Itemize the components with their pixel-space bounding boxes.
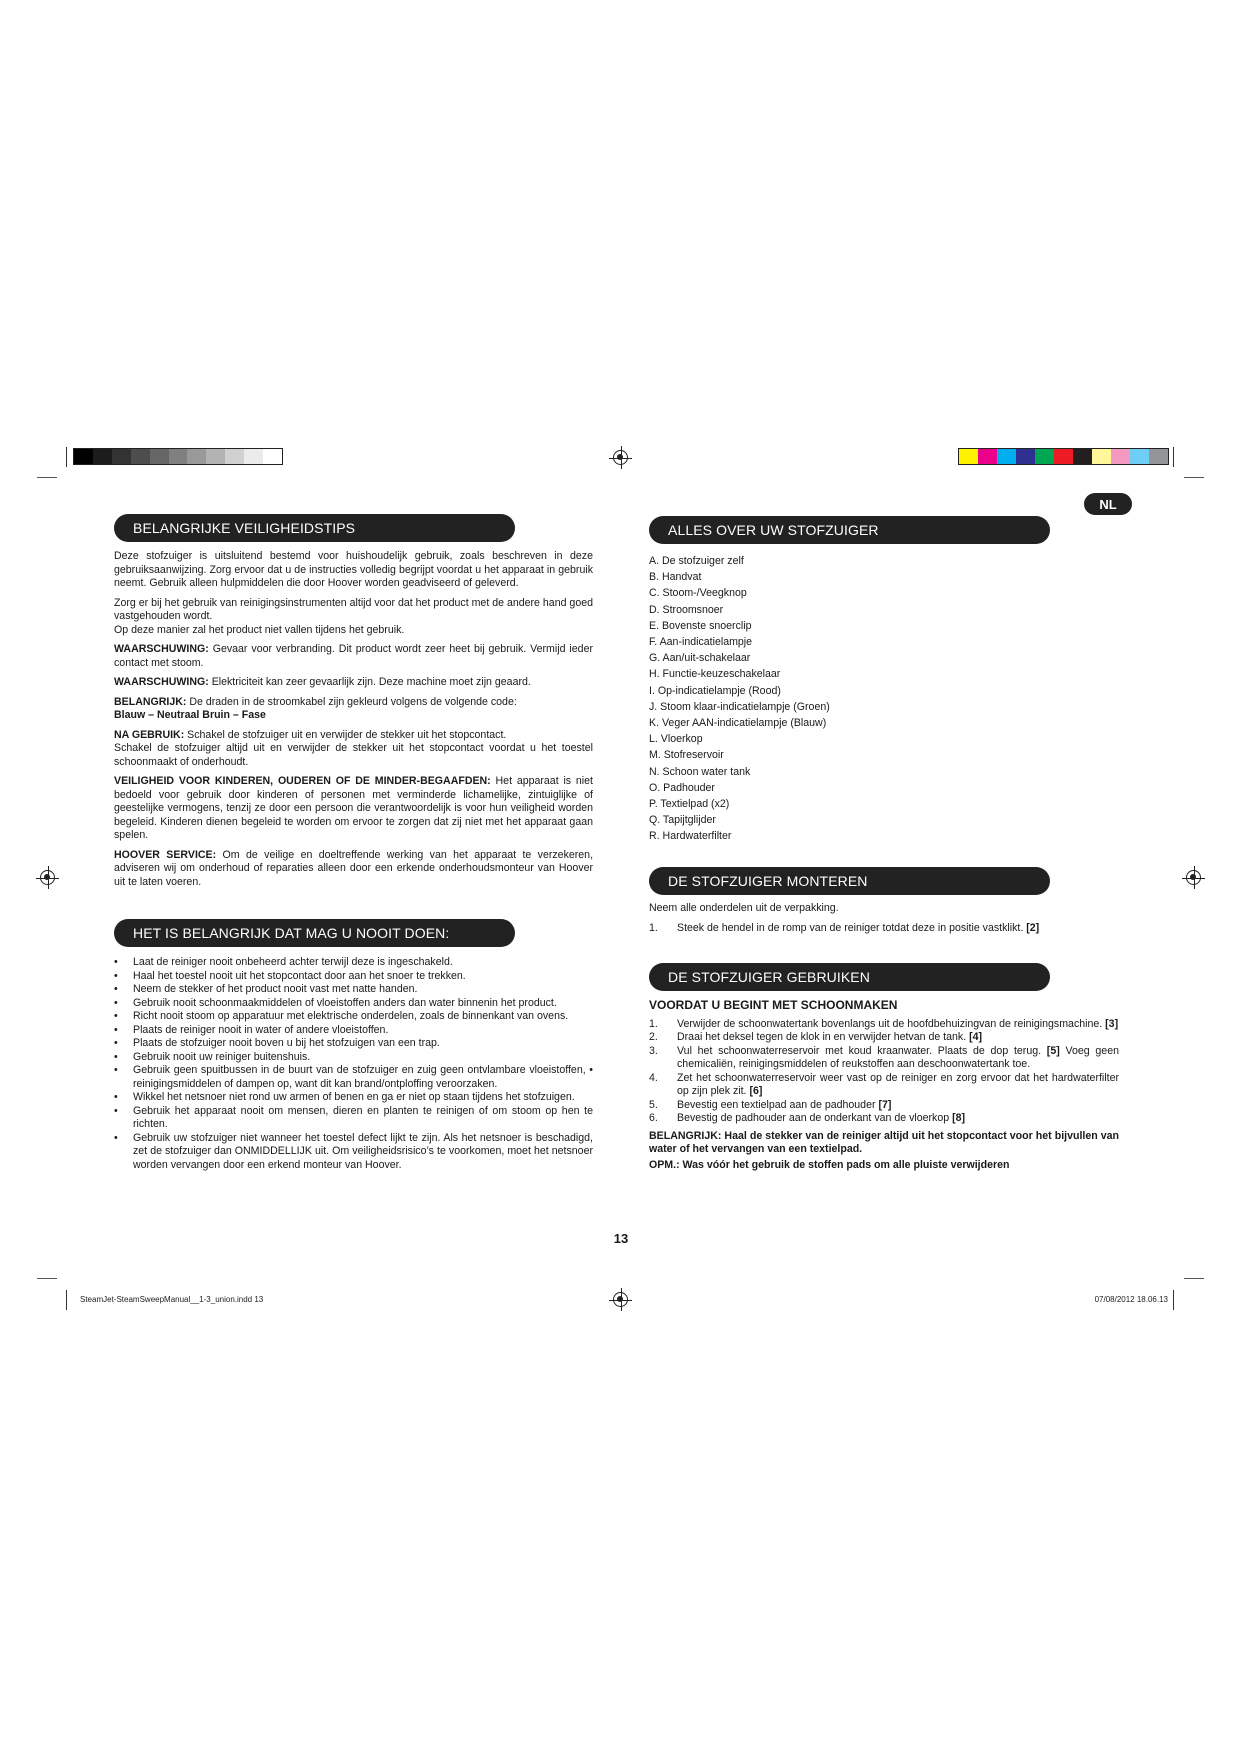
warning-label: WAARSCHUWING: [114, 676, 209, 688]
list-item: M. Stofreservoir [649, 749, 724, 762]
list-item: • Plaats de stofzuiger nooit boven u bij het stofzuigen van een trap. [114, 1037, 593, 1051]
before-cleaning-subtitle: VOORDAT U BEGINT MET SCHOONMAKEN [649, 998, 898, 1012]
children-safety-text: Het apparaat is niet bedoeld voor gebruik door kinderen of personen met verminderde lichamelijke, zintuiglijke of geestelijke vermogens, tenzij ze door een persoon die verantwoordelijk is voor hun veiligheid worden begeleid. Kinderen dienen begeleid te worden om ervoor te zorgen dat zij niet met het apparaat gaan spelen. [114, 775, 593, 841]
safety-intro: Deze stofzuiger is uitsluitend bestemd voor huishoudelijk gebruik, zoals beschreven in deze gebruiksaanwijzing. Zorg ervoor dat u de instructies volledig begrijpt voordat u het apparaat in gebruik neemt. Gebruik alleen hulpmiddelen die door Hoover worden geadviseerd of geleverd. [114, 550, 593, 589]
color-swatch [1092, 449, 1111, 464]
list-item: A. De stofzuiger zelf [649, 555, 744, 567]
list-item: • Gebruik het apparaat nooit om mensen, dieren en planten te reinigen of om stoom op hen te richten. [114, 1105, 593, 1132]
list-item: • Gebruik geen spuitbussen in de buurt van de stofzuiger en zuig geen ontvlambare vloeistoffen, • reinigingsmiddelen of dampen op, want dit kan brand/ontploffing veroorzaken. [114, 1064, 593, 1091]
after-use [114, 729, 593, 770]
list-item: • Neem de stekker of het product nooit vast met natte handen. [114, 983, 593, 997]
crop-mark [1173, 1290, 1174, 1310]
section-header-about: ALLES OVER UW STOFZUIGER [649, 516, 1050, 544]
hoover-service [114, 849, 593, 890]
warning-burn-text: Gevaar voor verbranding. Dit product wordt zeer heet bij gebruik. Vermijd ieder contact met stoom. [114, 643, 593, 669]
registration-mark-icon [40, 870, 55, 885]
list-item [649, 1099, 1119, 1113]
step-text: Zet het schoonwaterreservoir weer vast op de reiniger en zorg ervoor dat het hardwaterfilter op zijn plek zit. [677, 1071, 1119, 1097]
parts-list [649, 553, 1119, 845]
step-number: 1. [649, 921, 658, 934]
color-swatch [1130, 449, 1149, 464]
list-item: R. Hardwaterfilter [649, 830, 732, 843]
language-badge: NL [1084, 493, 1132, 515]
important-unplug: BELANGRIJK: Haal de stekker van de reiniger altijd uit het stopcontact voor het bijvullen van water of het vervangen van een textielpad. [649, 1129, 1119, 1155]
crop-mark [1184, 477, 1204, 478]
color-swatch [112, 449, 131, 464]
section-header-use: DE STOFZUIGER GEBRUIKEN [649, 963, 1050, 991]
page-number: 13 [613, 1231, 629, 1246]
note-wash-pads: OPM.: Was vóór het gebruik de stoffen pads om alle pluiste verwijderen [649, 1158, 1010, 1171]
list-item: Q. Tapijtglijder [649, 814, 716, 827]
never-list [114, 956, 593, 1172]
section-header-assemble: DE STOFZUIGER MONTEREN [649, 867, 1050, 895]
use-steps [649, 1018, 1119, 1126]
important-wiring-text: De draden in de stroomkabel zijn gekleurd volgens de volgende code: [186, 695, 517, 708]
color-calibration-strip [958, 448, 1169, 465]
list-item: B. Handvat [649, 571, 702, 584]
list-item [649, 1045, 1119, 1072]
color-swatch [93, 449, 112, 464]
list-item [649, 1018, 1119, 1032]
assemble-intro: Neem alle onderdelen uit de verpakking. [649, 902, 839, 914]
color-swatch [225, 449, 244, 464]
list-item: C. Stoom-/Veegknop [649, 587, 747, 600]
color-swatch [244, 449, 263, 464]
footer-filename: SteamJet-SteamSweepManual__1-3_union.indd 13 [80, 1295, 264, 1304]
assemble-steps [649, 922, 1119, 936]
step-text: Bevestig een textielpad aan de padhouder [677, 1098, 879, 1111]
crop-mark [66, 447, 67, 467]
figure-reference: [5] [1046, 1044, 1060, 1057]
color-swatch [150, 449, 169, 464]
figure-reference: [4] [969, 1031, 983, 1043]
after-use-label: NA GEBRUIK: [114, 728, 185, 741]
safety-tools-text-2: Op deze manier zal het product niet vallen tijdens het gebruik. [114, 623, 405, 636]
step-text: Steek de hendel in de romp van de reiniger totdat deze in positie vastklikt. [677, 921, 1027, 934]
warning-electric [114, 676, 593, 690]
color-swatch [169, 449, 188, 464]
safety-tools-paragraph [114, 597, 593, 638]
after-use-text: Schakel de stofzuiger uit en verwijder de stekker uit het stopcontact. [184, 728, 507, 741]
section-header-safety: BELANGRIJKE VEILIGHEIDSTIPS [114, 514, 515, 542]
list-item: O. Padhouder [649, 781, 715, 794]
list-item [649, 1072, 1119, 1099]
step-number: 3. [649, 1044, 658, 1057]
list-item [649, 1031, 1119, 1045]
list-item: G. Aan/uit-schakelaar [649, 652, 751, 665]
assemble-section [649, 902, 1119, 935]
color-swatch [187, 449, 206, 464]
hoover-service-label: HOOVER SERVICE: [114, 848, 217, 861]
figure-reference: [8] [952, 1112, 966, 1124]
color-swatch [1016, 449, 1035, 464]
wire-color-code: Blauw – Neutraal Bruin – Fase [114, 709, 266, 721]
figure-reference: [7] [878, 1098, 892, 1111]
step-number: 5. [649, 1098, 658, 1111]
step-number: 4. [649, 1071, 658, 1084]
warning-label: WAARSCHUWING: [114, 643, 209, 655]
color-swatch [1073, 449, 1092, 464]
list-item [649, 1112, 1119, 1126]
footer-datetime: 07/08/2012 18.06.13 [1094, 1295, 1168, 1304]
important-wiring [114, 696, 593, 723]
list-item: • Gebruik nooit schoonmaakmiddelen of vloeistoffen anders dan water binnenin het product. [114, 997, 593, 1011]
color-swatch [1111, 449, 1130, 464]
list-item: • Haal het toestel nooit uit het stopcontact door aan het snoer te trekken. [114, 970, 593, 984]
color-swatch [1035, 449, 1054, 464]
list-item: • Gebruik nooit uw reiniger buitenshuis. [114, 1051, 593, 1065]
warning-burn [114, 643, 593, 670]
hoover-service-text: Om de veilige en doeltreffende werking van het apparaat te verzekeren, adviseren wij om onderhoud of reparaties alleen door een erkende onderhoudsmonteur van Hoover uit te laten voeren. [114, 848, 594, 888]
figure-reference: [6] [749, 1085, 763, 1097]
crop-mark [1184, 1278, 1204, 1279]
safety-tools-text: Zorg er bij het gebruik van reinigingsinstrumenten altijd voor dat het product met de andere hand goed vastgehouden wordt. [114, 596, 593, 622]
list-item: J. Stoom klaar-indicatielampje (Groen) [649, 700, 830, 713]
list-item: • Laat de reiniger nooit onbeheerd achter terwijl deze is ingeschakeld. [114, 956, 593, 970]
use-section [649, 999, 1119, 1172]
about-section [649, 553, 1119, 845]
step-text: Bevestig de padhouder aan de onderkant van de vloerkop [677, 1112, 953, 1124]
color-swatch [959, 449, 978, 464]
safety-section [114, 550, 593, 895]
registration-mark-icon [613, 1292, 628, 1307]
step-number: 1. [649, 1017, 658, 1030]
grayscale-calibration-strip [73, 448, 283, 465]
step-text: Draai het deksel tegen de klok in en verwijder hetvan de tank. [677, 1031, 970, 1043]
step-number: 6. [649, 1112, 658, 1124]
list-item: E. Bovenste snoerclip [649, 619, 752, 632]
crop-mark [37, 1278, 57, 1279]
color-swatch [1149, 449, 1168, 464]
step-text: Verwijder de schoonwatertank bovenlangs uit de hoofdbehuizingvan de reinigingsmachine. [677, 1017, 1106, 1030]
never-section [114, 956, 593, 1172]
list-item: N. Schoon water tank [649, 765, 751, 778]
list-item: • Plaats de reiniger nooit in water of andere vloeistoffen. [114, 1024, 593, 1038]
registration-mark-icon [613, 450, 628, 465]
list-item: F. Aan-indicatielampje [649, 636, 753, 649]
registration-mark-icon [1186, 870, 1201, 885]
important-label: BELANGRIJK: [114, 695, 187, 708]
list-item: D. Stroomsnoer [649, 603, 724, 616]
list-item: K. Veger AAN-indicatielampje (Blauw) [649, 717, 827, 730]
step-text: Vul het schoonwaterreservoir met koud kraanwater. Plaats de dop terug. [677, 1044, 1047, 1057]
figure-reference: [2] [1026, 921, 1040, 934]
children-safety [114, 775, 593, 843]
crop-mark [66, 1290, 67, 1310]
list-item: I. Op-indicatielampje (Rood) [649, 684, 781, 697]
color-swatch [978, 449, 997, 464]
list-item: H. Functie-keuzeschakelaar [649, 668, 781, 681]
list-item: • Gebruik uw stofzuiger niet wanneer het toestel defect lijkt te zijn. Als het netsnoer is beschadigd, zet de stofzuiger dan ONMIDDELLIJK uit. Om veiligheidsrisico’s te voorkomen, moet het netsnoer worden vervangen door een erkend monteur van Hoover. [114, 1132, 593, 1173]
list-item: L. Vloerkop [649, 733, 703, 746]
step-number: 2. [649, 1031, 658, 1043]
children-safety-label: VEILIGHEID VOOR KINDEREN, OUDEREN OF DE MINDER-BEGAAFDEN: [114, 775, 491, 787]
list-item: • Wikkel het netsnoer niet rond uw armen of benen en ga er niet op staan tijdens het stofzuigen. [114, 1091, 593, 1105]
crop-mark [37, 477, 57, 478]
after-use-text-2: Schakel de stofzuiger altijd uit en verwijder de stekker uit het stopcontact voordat u het toestel schoonmaakt of onderhoudt. [114, 742, 593, 768]
step-text: Voeg geen chemicaliën, reinigingsmiddelen of reukstoffen aan deschoonwatertank toe. [677, 1044, 1119, 1070]
color-swatch [206, 449, 225, 464]
list-item [649, 922, 1119, 936]
section-header-never: HET IS BELANGRIJK DAT MAG U NOOIT DOEN: [114, 919, 515, 947]
color-swatch [263, 449, 282, 464]
warning-electric-text: Elektriciteit kan zeer gevaarlijk zijn. Deze machine moet zijn geaard. [208, 676, 531, 688]
list-item: P. Textielpad (x2) [649, 798, 730, 811]
color-swatch [131, 449, 150, 464]
list-item: • Richt nooit stoom op apparatuur met elektrische onderdelen, zoals de binnenkant van ovens. [114, 1010, 593, 1024]
color-swatch [1054, 449, 1073, 464]
figure-reference: [3] [1105, 1017, 1119, 1030]
color-swatch [74, 449, 93, 464]
crop-mark [1173, 447, 1174, 467]
color-swatch [997, 449, 1016, 464]
